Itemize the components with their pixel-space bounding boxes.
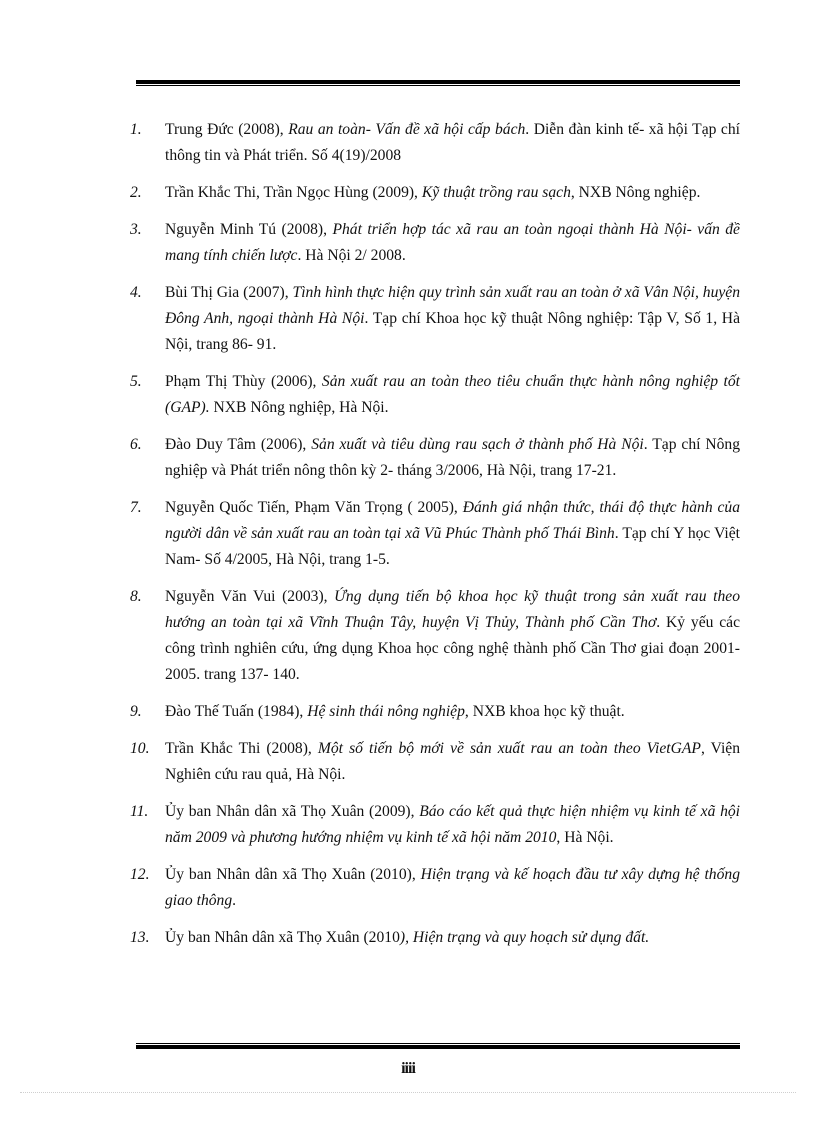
reference-number: 10. — [130, 740, 150, 757]
reference-source: , NXB Nông nghiệp. — [570, 184, 701, 201]
reference-title: Sản xuất và tiêu dùng rau sạch ở thành phố Hà Nội — [311, 436, 644, 453]
page-break-divider — [20, 1092, 796, 1093]
reference-authors: Trần Khắc Thi (2008), — [165, 740, 318, 757]
reference-item — [130, 736, 740, 788]
reference-title: Kỹ thuật trồng rau sạch — [421, 184, 571, 201]
reference-title: Báo cáo kết quả thực hiện nhiệm vụ kinh tế xã hội năm 2009 và phương hướng nhiệm vụ kinh tế xã hội năm 2010 — [165, 803, 741, 846]
reference-source: NXB Nông nghiệp, Hà Nội. — [209, 399, 389, 416]
reference-number: 13. — [130, 929, 150, 946]
reference-title: Đánh giá nhận thức, thái độ thực hành của người dân về sản xuất rau an toàn tại xã Vũ Phúc Thành phố Thái Bình — [165, 499, 740, 542]
reference-source: . Tạp chí Y học Việt Nam- Số 4/2005, Hà Nội, trang 1-5. — [165, 525, 741, 568]
reference-title: Hệ sinh thái nông nghiệp — [307, 703, 465, 720]
reference-item — [130, 217, 740, 269]
reference-item — [130, 699, 740, 725]
reference-source: . Tạp chí Nông nghiệp và Phát triển nông thôn kỳ 2- tháng 3/2006, Hà Nội, trang 17-21. — [165, 436, 741, 479]
reference-title: Ứng dụng tiến bộ khoa học kỹ thuật trong sản xuất rau theo hướng an toàn tại xã Vĩnh Thuận Tây, huyện Vị Thủy, Thành phố Cần Thơ — [165, 588, 740, 631]
reference-item — [130, 862, 740, 914]
reference-source: , NXB khoa học kỹ thuật. — [464, 703, 625, 720]
reference-authors: Đào Duy Tâm (2006), — [165, 436, 312, 453]
reference-title: Hiện trạng và kế hoạch đầu tư xây dựng hệ thống giao thông — [165, 866, 740, 909]
reference-number: 7. — [130, 499, 142, 516]
reference-number: 6. — [130, 436, 142, 453]
reference-title: Phát triển hợp tác xã rau an toàn ngoại thành Hà Nội- vấn đề mang tính chiến lược — [165, 221, 740, 264]
page-number: iiii — [401, 1060, 415, 1077]
footer-rule — [136, 1043, 740, 1050]
reference-source: , Hà Nội. — [556, 829, 614, 846]
reference-title: Một số tiến bộ mới về sản xuất rau an toàn theo VietGAP — [317, 740, 701, 757]
reference-title: Sản xuất rau an toàn theo tiêu chuẩn thực hành nông nghiệp tốt (GAP). — [165, 373, 741, 416]
reference-authors: Nguyễn Văn Vui (2003), — [165, 588, 335, 605]
reference-number: 11. — [130, 803, 149, 820]
reference-item — [130, 925, 740, 951]
reference-title: Rau an toàn- Vấn đề xã hội cấp bách — [288, 121, 526, 138]
reference-source: , Viện Nghiên cứu rau quả, Hà Nội. — [165, 740, 741, 783]
reference-number: 3. — [130, 221, 142, 238]
reference-source: . — [232, 892, 237, 909]
reference-authors: Phạm Thị Thùy (2006), — [165, 373, 322, 390]
reference-title: Tình hình thực hiện quy trình sản xuất rau an toàn ở xã Vân Nội, huyện Đông Anh, ngoại thành Hà Nội — [165, 284, 741, 327]
reference-item — [130, 432, 740, 484]
reference-source: . Tạp chí Khoa học kỹ thuật Nông nghiệp: Tập V, Số 1, Hà Nội, trang 86- 91. — [165, 310, 740, 353]
reference-item — [130, 369, 740, 421]
reference-item — [130, 495, 740, 573]
reference-authors: Ủy ban Nhân dân xã Thọ Xuân (2010 — [165, 929, 400, 946]
reference-list — [130, 117, 740, 962]
reference-source: . Kỷ yếu các công trình nghiên cứu, ứng dụng Khoa học công nghệ thành phố Cần Thơ giai đoạn 2001- 2005. trang 137- 140. — [165, 614, 740, 683]
reference-authors: Trung Đức (2008), — [165, 121, 289, 138]
reference-number: 9. — [130, 703, 142, 720]
reference-number: 4. — [130, 284, 142, 301]
reference-item — [130, 799, 740, 851]
reference-authors: Ủy ban Nhân dân xã Thọ Xuân (2010), — [165, 866, 421, 883]
reference-authors: Nguyễn Minh Tú (2008), — [165, 221, 333, 238]
reference-authors: Ủy ban Nhân dân xã Thọ Xuân (2009), — [165, 803, 420, 820]
reference-number: 2. — [130, 184, 142, 201]
reference-item — [130, 180, 740, 206]
reference-item — [130, 280, 740, 358]
reference-title: ), Hiện trạng và quy hoạch sử dụng đất. — [399, 929, 650, 946]
header-rule — [136, 80, 740, 87]
reference-item — [130, 584, 740, 688]
reference-number: 12. — [130, 866, 150, 883]
reference-source: . Diễn đàn kinh tế- xã hội Tạp chí thông tin và Phát triển. Số 4(19)/2008 — [165, 121, 740, 164]
reference-item — [130, 117, 740, 169]
reference-source: . Hà Nội 2/ 2008. — [297, 247, 406, 264]
reference-number: 5. — [130, 373, 142, 390]
reference-authors: Đào Thế Tuấn (1984), — [165, 703, 308, 720]
reference-number: 1. — [130, 121, 142, 138]
reference-authors: Trần Khắc Thi, Trần Ngọc Hùng (2009), — [165, 184, 422, 201]
reference-authors: Bùi Thị Gia (2007), — [165, 284, 293, 301]
reference-authors: Nguyễn Quốc Tiến, Phạm Văn Trọng ( 2005), — [165, 499, 463, 516]
reference-number: 8. — [130, 588, 142, 605]
